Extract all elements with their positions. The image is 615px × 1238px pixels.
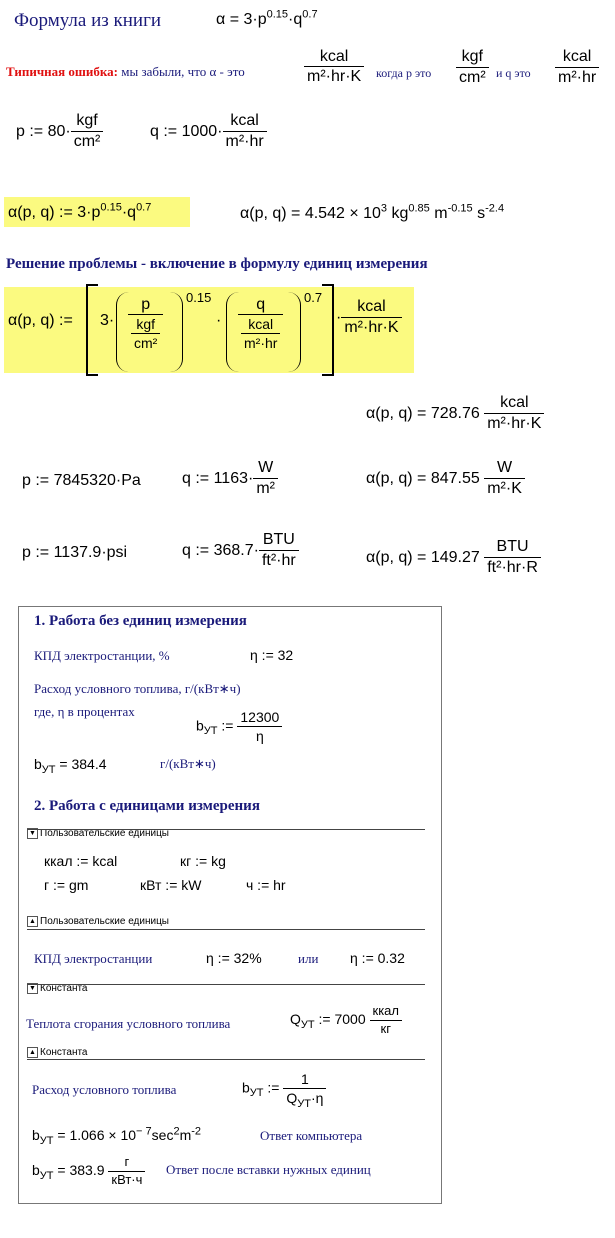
region-constant-close[interactable]: ▲ Константа xyxy=(27,1047,88,1058)
kpd2-label: КПД электростанции xyxy=(34,951,153,966)
b-definition: $b_{УТ}$ := $\frac{12300}{\eta}$ xyxy=(196,709,282,744)
unit-hr: ч := hr xyxy=(246,877,286,893)
region-user-units-open[interactable]: ▼ Пользовательские единицы xyxy=(27,828,169,839)
right-bracket xyxy=(322,284,334,376)
mistake-unit-alpha: $\frac{\text{kcal}}{\text{m²·hr·K}}$ xyxy=(304,48,364,87)
result-si: α(p, q) = 847.55 $\frac{W}{\text{m²·K}}$ xyxy=(366,459,525,499)
b-result: $b_{УТ} = 384.4$ xyxy=(34,756,107,776)
heat-label: Теплота сгорания условного топлива xyxy=(26,1016,231,1031)
p-over-unit: $\frac{p}{\frac{\text{kgf}}{\text{cm²}}}$ xyxy=(128,296,163,352)
eta-decimal: η := 0.32 xyxy=(350,950,405,966)
mistake-when-p: когда p это xyxy=(376,66,432,80)
box-heading-1: 1. Работа без единиц измерения xyxy=(34,613,247,629)
q-definition: q := 1000· $\frac{\text{kcal}}{\text{m²·hr}}$ xyxy=(150,112,267,152)
mistake-unit-q: $\frac{\text{kcal}}{\text{m²·hr}}$ xyxy=(555,48,599,88)
unit-kcal: ккал := kcal xyxy=(44,853,118,869)
expand-arrow-icon: ▲ xyxy=(27,916,38,927)
left-bracket xyxy=(86,284,98,376)
p-si-definition: p := 7845320·Pa xyxy=(22,472,141,489)
exp-p: 0.15 xyxy=(186,290,212,305)
solution-lhs: α(p, q) := xyxy=(8,312,73,329)
b2-definition: $b_{УТ}$ := $\frac{1}{Q_{УТ}\cdot\eta}$ xyxy=(242,1071,326,1106)
paren-close-q xyxy=(288,292,301,372)
region-divider xyxy=(27,1059,425,1060)
unit-kg: кг := kg xyxy=(180,853,226,869)
kpd-label: КПД электростанции, % xyxy=(34,648,170,663)
mistake-line: Типичная ошибка: мы забыли, что α - это xyxy=(6,64,245,79)
q-us-definition: q := 368.7· $\frac{\text{BTU}}{\text{ft²·hr}}$ xyxy=(182,531,299,571)
region-constant-open[interactable]: ▼ Константа xyxy=(27,983,88,994)
fuel2-label: Расход условного топлива xyxy=(32,1082,177,1097)
solution-unit: · $\frac{\text{kcal}}{\text{m²·hr·K}}$ xyxy=(336,298,402,338)
eta-percent: η := 32% xyxy=(206,950,262,966)
collapse-arrow-icon: ▼ xyxy=(27,828,38,839)
or-label: или xyxy=(298,951,319,966)
mistake-unit-p: $\frac{\text{kgf}}{\text{cm²}}$ xyxy=(456,48,489,88)
expand-arrow-icon: ▲ xyxy=(27,1047,38,1058)
alpha-definition: α(p, q) := $3\cdot p^{0.15}\cdot q^{0.7}$ xyxy=(8,201,152,221)
result-kcal: α(p, q) = 728.76 $\frac{\text{kcal}}{\text{m²·hr·K}}$ xyxy=(366,394,544,434)
unit-gm: г := gm xyxy=(44,877,89,893)
result-us: α(p, q) = 149.27 $\frac{\text{BTU}}{\text{ft²·hr·R}}$ xyxy=(366,538,541,578)
region-divider xyxy=(27,829,425,830)
region-user-units-close[interactable]: ▲ Пользовательские единицы xyxy=(27,916,169,927)
mistake-and-q: и q это xyxy=(496,66,531,80)
fuel-label: Расход условного топлива, г/(кВт∗ч) xyxy=(34,681,241,696)
collapse-arrow-icon: ▼ xyxy=(27,983,38,994)
q-si-definition: q := 1163· $\frac{W}{\text{m²}}$ xyxy=(182,459,278,499)
alpha-result-wrong: α(p, $q) = 4.542 \times 10^3$ $kg^{0.85}$ $m^{-0.15}$ $s^{-2.4}$ xyxy=(240,202,505,222)
box-heading-2: 2. Работа с единицами измерения xyxy=(34,798,260,814)
solution-three: 3· xyxy=(100,312,115,329)
q-over-unit: $\frac{q}{\frac{\text{kcal}}{\text{m²·hr}}}$ xyxy=(238,296,283,352)
b-unit: г/(кВт∗ч) xyxy=(160,756,216,771)
unit-kw: кВт := kW xyxy=(140,877,202,893)
computer-answer-label: Ответ компьютера xyxy=(260,1128,363,1143)
paren-close-p xyxy=(170,292,183,372)
final-answer: $b_{УТ} = 383.9$ $\frac{г}{\text{кВт·ч}}$ xyxy=(32,1155,145,1188)
p-definition: p := 80· $\frac{\text{kgf}}{\text{cm²}}$ xyxy=(16,112,103,152)
p-us-definition: p := 1137.9·psi xyxy=(22,544,128,561)
dot: · xyxy=(216,312,222,329)
region-divider xyxy=(27,984,425,985)
exp-q: 0.7 xyxy=(304,290,323,305)
region-divider xyxy=(27,929,425,930)
book-formula: $\alpha = 3\cdot p^{0.15}\cdot q^{0.7}$ xyxy=(216,8,318,28)
where-label: где, η в процентах xyxy=(34,704,135,719)
page-title: Формула из книги xyxy=(14,10,162,31)
final-answer-label: Ответ после вставки нужных единиц xyxy=(166,1162,371,1177)
eta-definition: η := 32 xyxy=(250,647,294,663)
computer-answer: $b_{УТ} = 1.066 \times 10^{- 7}\sec^2m^{-2}$ xyxy=(32,1125,202,1147)
Q-definition: $Q_{УТ}$ := 7000 $\frac{\text{ккал}}{кг}$ xyxy=(290,1004,402,1037)
solution-heading: Решение проблемы - включение в формулу единиц измерения xyxy=(6,256,428,272)
